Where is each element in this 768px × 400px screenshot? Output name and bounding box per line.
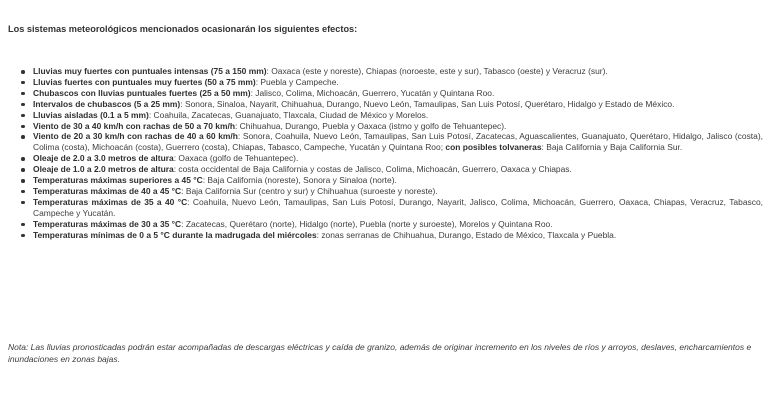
effect-label: Oleaje de 2.0 a 3.0 metros de altura xyxy=(33,153,174,164)
effect-text: : Oaxaca (golfo de Tehuantepec). xyxy=(173,153,299,164)
effect-label: Oleaje de 1.0 a 2.0 metros de altura xyxy=(33,164,174,175)
effect-text: : costa occidental de Baja California y costas de Jalisco, Colima, Michoacán, Guerrero, Oaxaca y Chiapas. xyxy=(173,164,572,175)
effect-text: : Jalisco, Colima, Michoacán, Guerrero, Yucatán y Quintana Roo. xyxy=(250,87,495,98)
effect-label: Lluvias aisladas (0.1 a 5 mm) xyxy=(33,109,149,120)
effect-label: Lluvias fuertes con puntuales muy fuertes (50 a 75 mm) xyxy=(33,76,256,87)
effect-item xyxy=(19,164,763,175)
effect-label: Chubascos con lluvias puntuales fuertes (25 a 50 mm) xyxy=(33,87,251,98)
effect-item xyxy=(19,186,763,197)
effect-item xyxy=(19,197,763,219)
effect-item xyxy=(19,77,763,88)
effect-text: : Sonora, Coahuila, Nuevo León, Tamaulipas, San Luis Potosí, Zacatecas, Aguascalientes, Guanajuato, Querétaro, Hidalgo, Jalisco (costa), Colima (costa), Michoacán (costa), Guerrero (costa), Chiapas, Tabasco, Campeche, Yucatán y Quintana Roo; xyxy=(33,131,763,153)
effect-label-secondary: con posibles tolvaneras xyxy=(445,142,542,153)
effect-text: : Baja California Sur (centro y sur) y Chihuahua (suroeste y noreste). xyxy=(181,185,438,196)
effect-item xyxy=(19,230,763,241)
effect-text: : Chihuahua, Durango, Puebla y Oaxaca (istmo y golfo de Tehuantepec). xyxy=(234,120,507,131)
effect-text: : Sonora, Sinaloa, Nayarit, Chihuahua, Durango, Nuevo León, Tamaulipas, San Luis Potosí, Querétaro, Hidalgo y Estado de México. xyxy=(180,98,675,109)
effect-label: Temperaturas máximas de 40 a 45 °C xyxy=(33,185,182,196)
effect-label: Temperaturas mínimas de 0 a 5 °C durante la madrugada del miércoles xyxy=(33,229,317,240)
effect-label: Temperaturas máximas de 30 a 35 °C xyxy=(33,218,182,229)
effect-label: Temperaturas máximas de 35 a 40 °C xyxy=(33,196,188,207)
effect-text: : Baja California (noreste), Sonora y Sinaloa (norte). xyxy=(202,175,397,186)
effect-item xyxy=(19,121,763,132)
effect-text: : Oaxaca (este y noreste), Chiapas (noroeste, este y sur), Tabasco (oeste) y Veracruz (sur). xyxy=(266,66,608,76)
effect-text-secondary: : Baja California y Baja California Sur. xyxy=(541,142,683,153)
effect-item xyxy=(19,66,763,77)
precipitation-note: Nota: Las lluvias pronosticadas podrán estar acompañadas de descargas eléctricas y caída de granizo, además de originar incremento en los niveles de ríos y arroyos, deslaves, encharcamientos e inundaciones en zonas bajas. xyxy=(8,342,752,364)
effect-item xyxy=(19,99,763,110)
effect-item xyxy=(19,219,763,230)
effect-text: : zonas serranas de Chihuahua, Durango, Estado de México, Tlaxcala y Puebla. xyxy=(316,229,617,240)
effect-label: Lluvias muy fuertes con puntuales intensas (75 a 150 mm) xyxy=(33,66,267,76)
effect-label: Temperaturas máximas superiores a 45 °C xyxy=(33,175,203,186)
effects-list xyxy=(19,66,763,241)
effect-text: : Coahuila, Zacatecas, Guanajuato, Tlaxcala, Ciudad de México y Morelos. xyxy=(148,109,429,120)
effect-text: : Puebla y Campeche. xyxy=(255,76,339,87)
effect-text: : Zacatecas, Querétaro (norte), Hidalgo (norte), Puebla (norte y suroeste), Morelos y Quintana Roo. xyxy=(181,218,553,229)
intro-heading: Los sistemas meteorológicos mencionados ocasionarán los siguientes efectos: xyxy=(8,24,358,34)
effect-item xyxy=(19,175,763,186)
effect-item xyxy=(19,110,763,121)
effect-item xyxy=(19,153,763,164)
effect-item xyxy=(19,131,763,153)
effect-text: : Coahuila, Nuevo León, Tamaulipas, San Luis Potosí, Durango, Nayarit, Jalisco, Colima, Michoacán, Guerrero, Oaxaca, Chiapas, Veracruz, Tabasco, Campeche y Yucatán. xyxy=(33,196,763,218)
effect-label: Intervalos de chubascos (5 a 25 mm) xyxy=(33,98,181,109)
effect-label: Viento de 20 a 30 km/h con rachas de 40 a 60 km/h xyxy=(33,131,238,142)
effect-label: Viento de 30 a 40 km/h con rachas de 50 a 70 km/h xyxy=(33,120,235,131)
effect-item xyxy=(19,88,763,99)
